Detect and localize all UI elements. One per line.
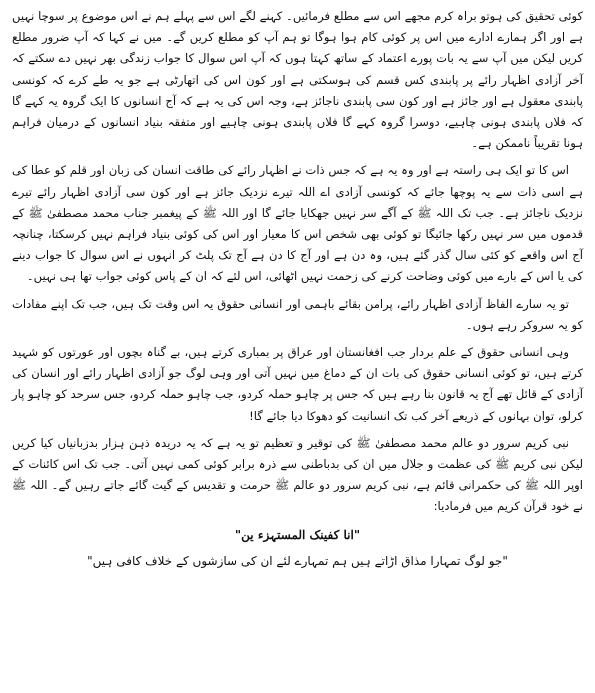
- paragraph-1: کوئی تحقیق کی ہوتو براہ کرم مجھے اس سے مطلع فرمائیں۔ کہنے لگے اس سے پہلے ہم نے اس موضوع پر سوچا نہیں ہے اور اگر ہمارے ادارے میں اس پر کوئی کام ہوا ہوگا تو ہم آپ کو مطلع کریں گے۔ میں نے کہا کہ آپ ضرور مطلع کریں لیکن میں آپ سے یہ بات پورے اعتماد کے ساتھ کہتا ہوں کہ آپ اس سوال کا جواب زندگی بھر نہیں دے سکتے کہ آخر آزادی اظہار رائے پر پابندی کس قسم کی ہوسکتی ہے اور کون اس کی اتھارٹی ہے جو یہ طے کرے کہ کونسی پابندی معقول ہے اور جائز ہے اور کون سی پابندی ناجائز ہے، وجہ اس کی یہ ہے کہ آج انسانوں کا ایک گروہ یہ کہے گا کہ فلاں پابندی ہونی چاہیے، دوسرا گروہ کہے گا فلاں پابندی ہونی چاہیے اور متفقہ بنیاد انسانوں کے درمیان فراہم ہونا تقریباً ناممکن ہے۔: [12, 9, 583, 151]
- paragraph-4: وہی انسانی حقوق کے علم بردار جب افغانستان اور عراق پر بمباری کرتے ہیں، بے گناہ بچوں اور عورتوں کو شہید کرتے ہیں، تو کوئی انسانی حقوق کی بات ان کے دماغ میں نہیں آتی اور وہی لوگ جو آزادی اظہار رائے اور انسان کی آزادی کے قائل تھے آج یہ قانون بنا رہے ہیں کہ جس پر چاہو حملہ کردو، جب چاہو حملہ کردو، جس سرحد کو چاہو پار کرلو، توان بہانوں کے ذریعے آخر کب تک انسانیت کو دھوکا دیا جائے گا!: [12, 345, 583, 423]
- quran-verse-quote: "انا کفینک المستہزء ین": [234, 527, 361, 542]
- paragraph-5: نبی کریم سرور دو عالم محمد مصطفیٰ ﷺ کی توقیر و تعظیم تو یہ ہے کہ یہ دریدہ ذہن ہزار بدزبانیاں کیا کریں لیکن نبی کریم ﷺ کی عظمت و جلال میں ان کی بدباطنی سے ذرہ برابر کوئی کمی نہیں آتی۔ جب تک اس کائنات کے اوپر اللہ ﷺ کی حکمرانی قائم ہے، نبی کریم سرور دو عالم ﷺ حرمت و تقدیس کے گیت گائے جاتے رہیں گے۔ اللہ ﷺ نے خود قرآن کریم میں فرمادیا:: [12, 435, 583, 514]
- paragraph-3: تو یہ سارے الفاظ آزادی اظہار رائے، پرامن بقائے باہمی اور انسانی حقوق یہ اس وقت تک ہیں، جب تک اپنے مفادات کو یہ سروکر رہے ہوں۔: [12, 296, 583, 332]
- verse-translation-quote: "جو لوگ تمہارا مذاق اڑاتے ہیں ہم تمہارے لئے ان کی سازشوں کے خلاف کافی ہیں": [87, 553, 508, 568]
- paragraph-2: اس کا تو ایک ہی راستہ ہے اور وہ یہ ہے کہ جس ذات نے اظہار رائے کی طاقت انسان کی زبان اور قلم کو عطا کی ہے اسی ذات سے یہ پوچھا جائے کہ کونسی آزادی اے اللہ تیرے نزدیک جائز ہے اور کون سی آزادی اظہار رائے تیرے نزدیک ناجائز ہے۔ جب تک اللہ ﷺ کے آگے سر نہیں جھکایا جائے گا اور اللہ ﷺ کے پیغمبر جناب محمد مصطفیٰ ﷺ کے قدموں میں سر نہیں رکھا جائیگا تو کوئی بھی شخص اس کا معیار اور اس کی کوئی بنیاد فراہم نہیں کرسکتا، چنانچہ آج اس واقعے کو کئی سال گذر گئے ہیں، وہ دن ہے اور آج کا دن ہے آج تک پلٹ کر انہوں نے اس سوال کا جواب دینے کی یا اس کے بارے میں کوئی وضاحت کرنے کی زحمت نہیں اٹھائی، اس لئے کہ ان کے پاس کوئی جواب تھا ہی نہیں۔: [12, 163, 583, 284]
